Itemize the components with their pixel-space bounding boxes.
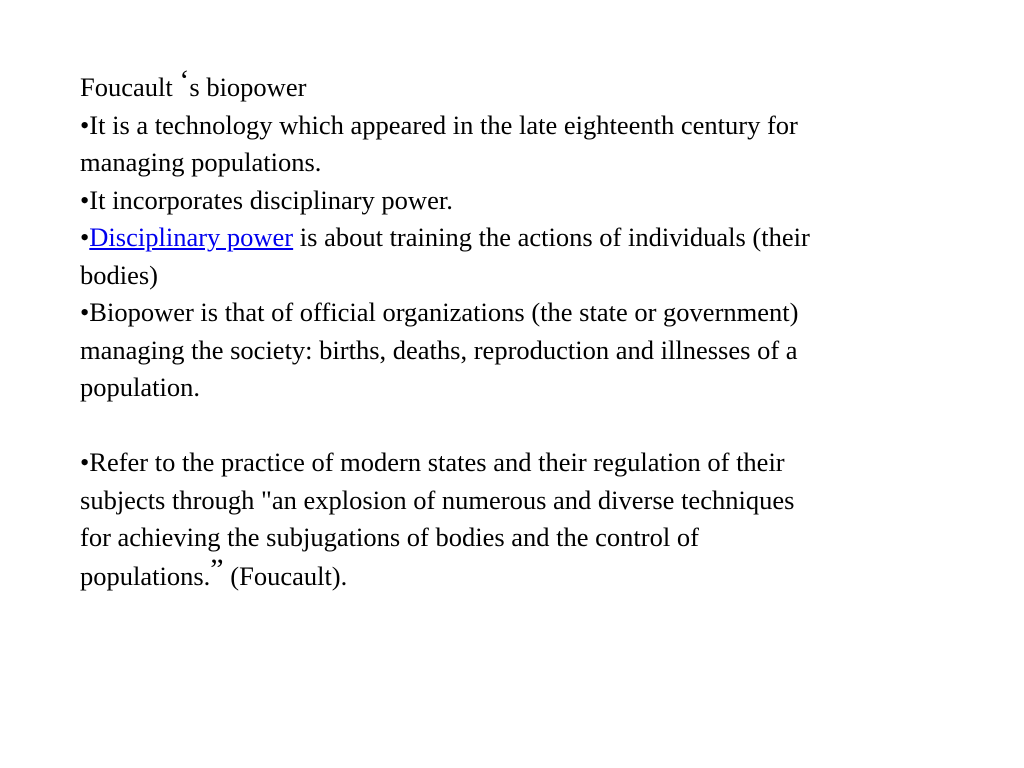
bullet-5-line-2: subjects through "an explosion of numerous and diverse techniques [80,484,795,515]
bullet-4-line-2: managing the society: births, deaths, reproduction and illnesses of a [80,334,798,365]
closing-quote-mark: ” [210,552,224,586]
bullet-3-text: is about training the actions of individuals (their [293,222,810,252]
bullet-marker: • [80,297,90,327]
bullet-marker: • [80,184,90,215]
bullet-5-text: Refer to the practice of modern states and their regulation of their [89,447,785,477]
bullet-marker: • [80,109,90,140]
bullet-3-line-1 [80,219,960,257]
bullet-3-line-2: bodies) [80,259,159,290]
bullet-4-line-3: population. [80,372,200,402]
title-text-start: Foucault [80,72,180,102]
bullet-1-line-1 [80,107,960,145]
bullet-marker: • [80,222,90,252]
paragraph-gap [80,407,960,445]
bullet-5-line-1 [80,444,960,482]
disciplinary-power-link[interactable]: Disciplinary power [89,222,294,252]
bullet-2-text: It incorporates disciplinary power. [89,184,453,215]
citation: (Foucault). [223,560,348,591]
title-text-end: s biopower [189,72,307,102]
bullet-4-text: Biopower is that of official organizations (the state or government) [89,297,799,327]
title-apostrophe: ‘ [179,64,190,97]
bullet-1-line-2: managing populations. [80,147,322,177]
slide-title [80,64,960,107]
bullet-2-line-1 [80,182,960,220]
bullet-5-line-4 [80,552,960,596]
bullet-marker: • [80,447,90,477]
slide-content [80,64,960,595]
bullet-5-line-3: for achieving the subjugations of bodies and the control of [80,522,699,552]
bullet-1-text: It is a technology which appeared in the late eighteenth century for [89,109,798,140]
bullet-5-text-end: populations. [80,560,211,591]
bullet-4-line-1 [80,294,960,332]
